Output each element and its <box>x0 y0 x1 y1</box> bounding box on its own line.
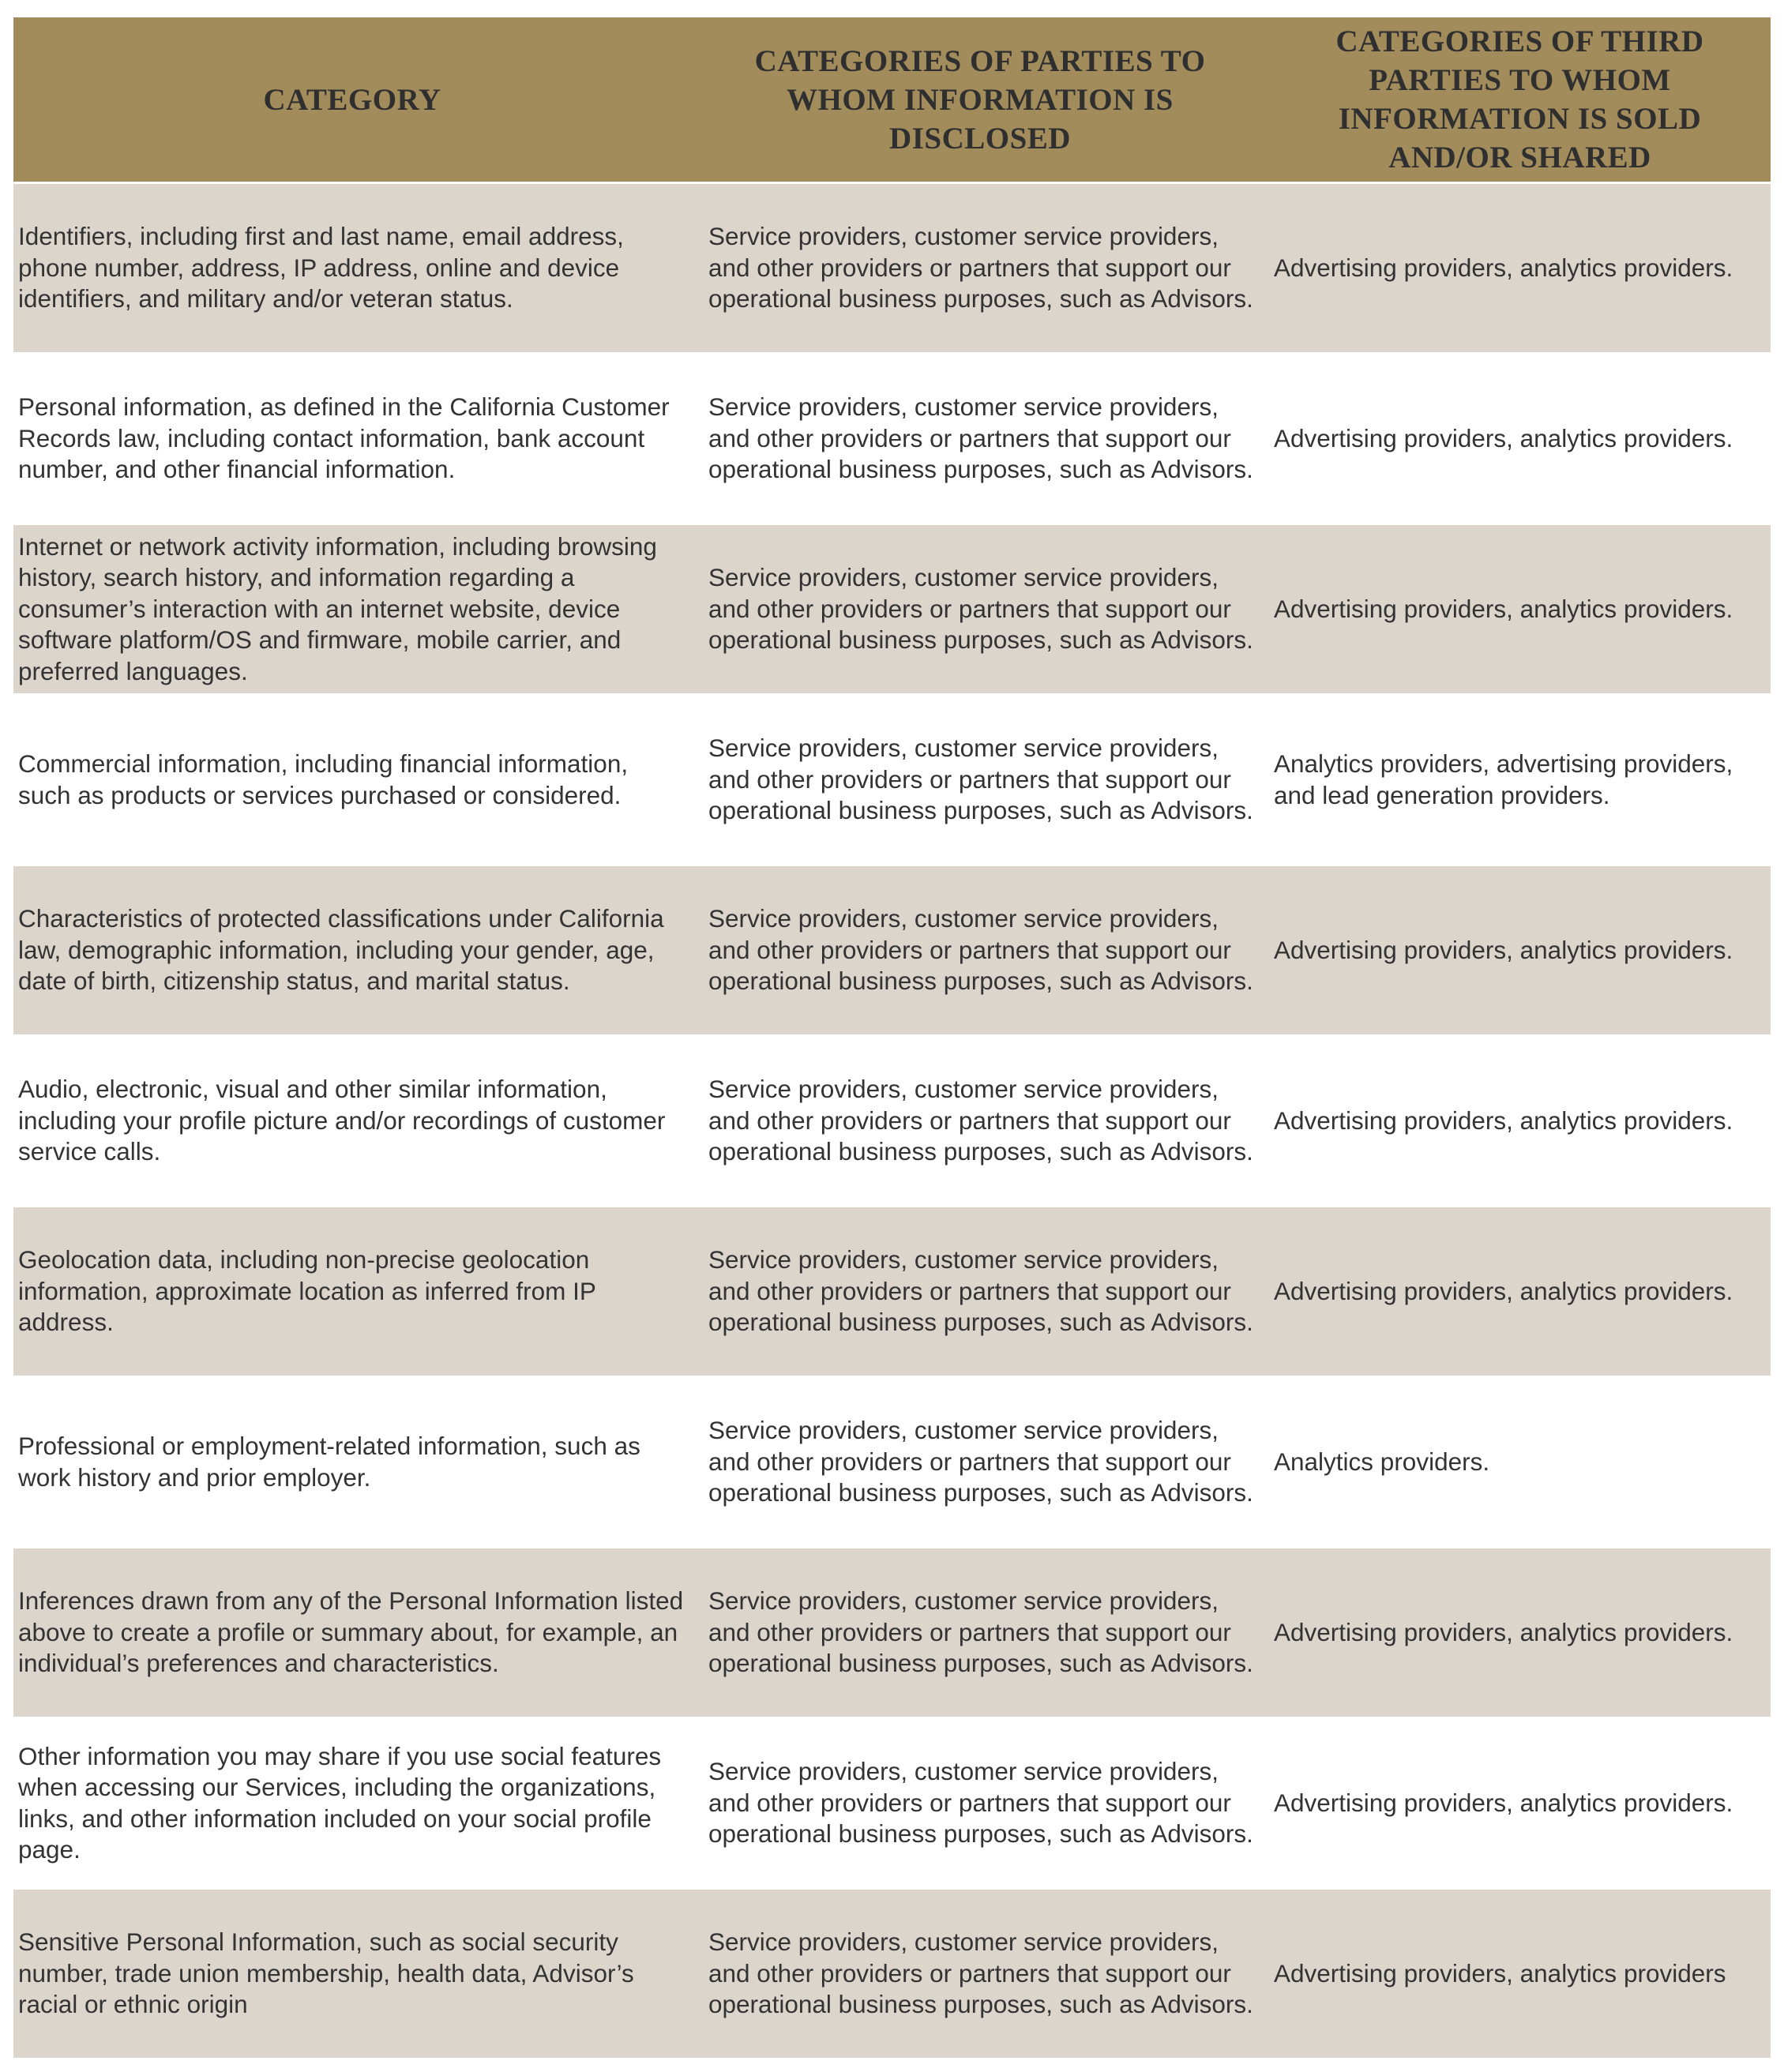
table-header <box>13 17 1771 182</box>
disclosed-cell: Service providers, customer service providers, and other providers or partners that support our operational business purposes, such as Advisors. <box>708 1416 1253 1507</box>
category-cell: Sensitive Personal Information, such as social security number, trade union membership, health data, Advisor’s racial or ethnic origin <box>18 1927 634 2019</box>
disclosed-cell: Service providers, customer service providers, and other providers or partners that support our operational business purposes, such as Advisors. <box>708 1586 1253 1678</box>
sold-shared-cell: Advertising providers, analytics providers. <box>1274 935 1733 964</box>
table-row <box>13 696 1771 864</box>
header-category: CATEGORY <box>263 82 441 117</box>
sold-shared-cell: Analytics providers. <box>1274 1447 1490 1476</box>
category-cell: Commercial information, including financial information, such as products or services purchased or considered. <box>18 749 629 809</box>
sold-shared-cell: Advertising providers, analytics providers. <box>1274 253 1733 282</box>
header-parties-disclosed: CATEGORIES OF PARTIES TO WHOM INFORMATION IS DISCLOSED <box>754 43 1206 156</box>
sold-shared-cell: Advertising providers, analytics providers <box>1274 1958 1726 1988</box>
sold-shared-cell: Advertising providers, analytics providers. <box>1274 423 1733 452</box>
disclosed-cell: Service providers, customer service providers, and other providers or partners that support our operational business purposes, such as Advisors. <box>708 1927 1253 2019</box>
category-cell: Internet or network activity information, including browsing history, search history, and information regarding a consumer’s interaction with an internet website, device software platform/OS and firmware, mobile carrier, and preferred languages. <box>18 531 657 685</box>
table-row <box>13 525 1771 693</box>
sold-shared-cell: Advertising providers, analytics providers. <box>1274 1617 1733 1646</box>
disclosed-cell: Service providers, customer service providers, and other providers or partners that support our operational business purposes, such as Advisors. <box>708 734 1253 825</box>
table-row <box>13 1548 1771 1717</box>
table-row <box>13 1890 1771 2058</box>
disclosed-cell: Service providers, customer service providers, and other providers or partners that support our operational business purposes, such as Advisors. <box>708 563 1253 655</box>
disclosed-cell: Service providers, customer service providers, and other providers or partners that support our operational business purposes, such as Advisors. <box>708 392 1253 484</box>
sold-shared-cell: Analytics providers, advertising providers, and lead generation providers. <box>1274 749 1733 809</box>
category-cell: Professional or employment-related information, such as work history and prior employer. <box>18 1432 640 1492</box>
table-row <box>13 184 1771 352</box>
category-cell: Geolocation data, including non-precise geolocation information, approximate location as inferred from IP address. <box>18 1245 596 1337</box>
sold-shared-cell: Advertising providers, analytics providers. <box>1274 1788 1733 1817</box>
sold-shared-cell: Advertising providers, analytics providers. <box>1274 594 1733 623</box>
sold-shared-cell: Advertising providers, analytics providers. <box>1274 1276 1733 1305</box>
table-row <box>13 1719 1771 1887</box>
table-row <box>13 1207 1771 1376</box>
table-row <box>13 866 1771 1034</box>
disclosed-cell: Service providers, customer service providers, and other providers or partners that support our operational business purposes, such as Advisors. <box>708 1075 1253 1166</box>
disclosed-cell: Service providers, customer service providers, and other providers or partners that support our operational business purposes, such as Advisors. <box>708 1757 1253 1849</box>
category-cell: Identifiers, including first and last name, email address, phone number, address, IP address, online and device identifiers, and military and/or veteran status. <box>18 222 624 313</box>
sold-shared-cell: Advertising providers, analytics providers. <box>1274 1105 1733 1135</box>
disclosed-cell: Service providers, customer service providers, and other providers or partners that support our operational business purposes, such as Advisors. <box>708 1245 1253 1337</box>
category-cell: Inferences drawn from any of the Personal Information listed above to create a profile or summary about, for example, an individual’s preferences and characteristics. <box>18 1586 684 1678</box>
header-third-parties-sold-shared: CATEGORIES OF THIRD PARTIES TO WHOM INFORMATION IS SOLD AND/OR SHARED <box>1335 24 1704 175</box>
category-cell: Personal information, as defined in the California Customer Records law, including contact information, bank account number, and other financial information. <box>18 392 670 484</box>
disclosed-cell: Service providers, customer service providers, and other providers or partners that support our operational business purposes, such as Advisors. <box>708 222 1253 313</box>
category-cell: Audio, electronic, visual and other similar information, including your profile picture and/or recordings of customer service calls. <box>18 1075 666 1166</box>
table-row <box>13 1378 1771 1546</box>
disclosed-cell: Service providers, customer service providers, and other providers or partners that support our operational business purposes, such as Advisors. <box>708 904 1253 996</box>
table-row <box>13 1037 1771 1205</box>
category-cell: Characteristics of protected classifications under California law, demographic information, including your gender, age, date of birth, citizenship status, and marital status. <box>18 904 664 996</box>
category-cell: Other information you may share if you use social features when accessing our Services, including the organizations, links, and other information included on your social profile page. <box>18 1741 662 1864</box>
privacy-disclosure-table <box>13 17 1771 2060</box>
table-row <box>13 355 1771 523</box>
